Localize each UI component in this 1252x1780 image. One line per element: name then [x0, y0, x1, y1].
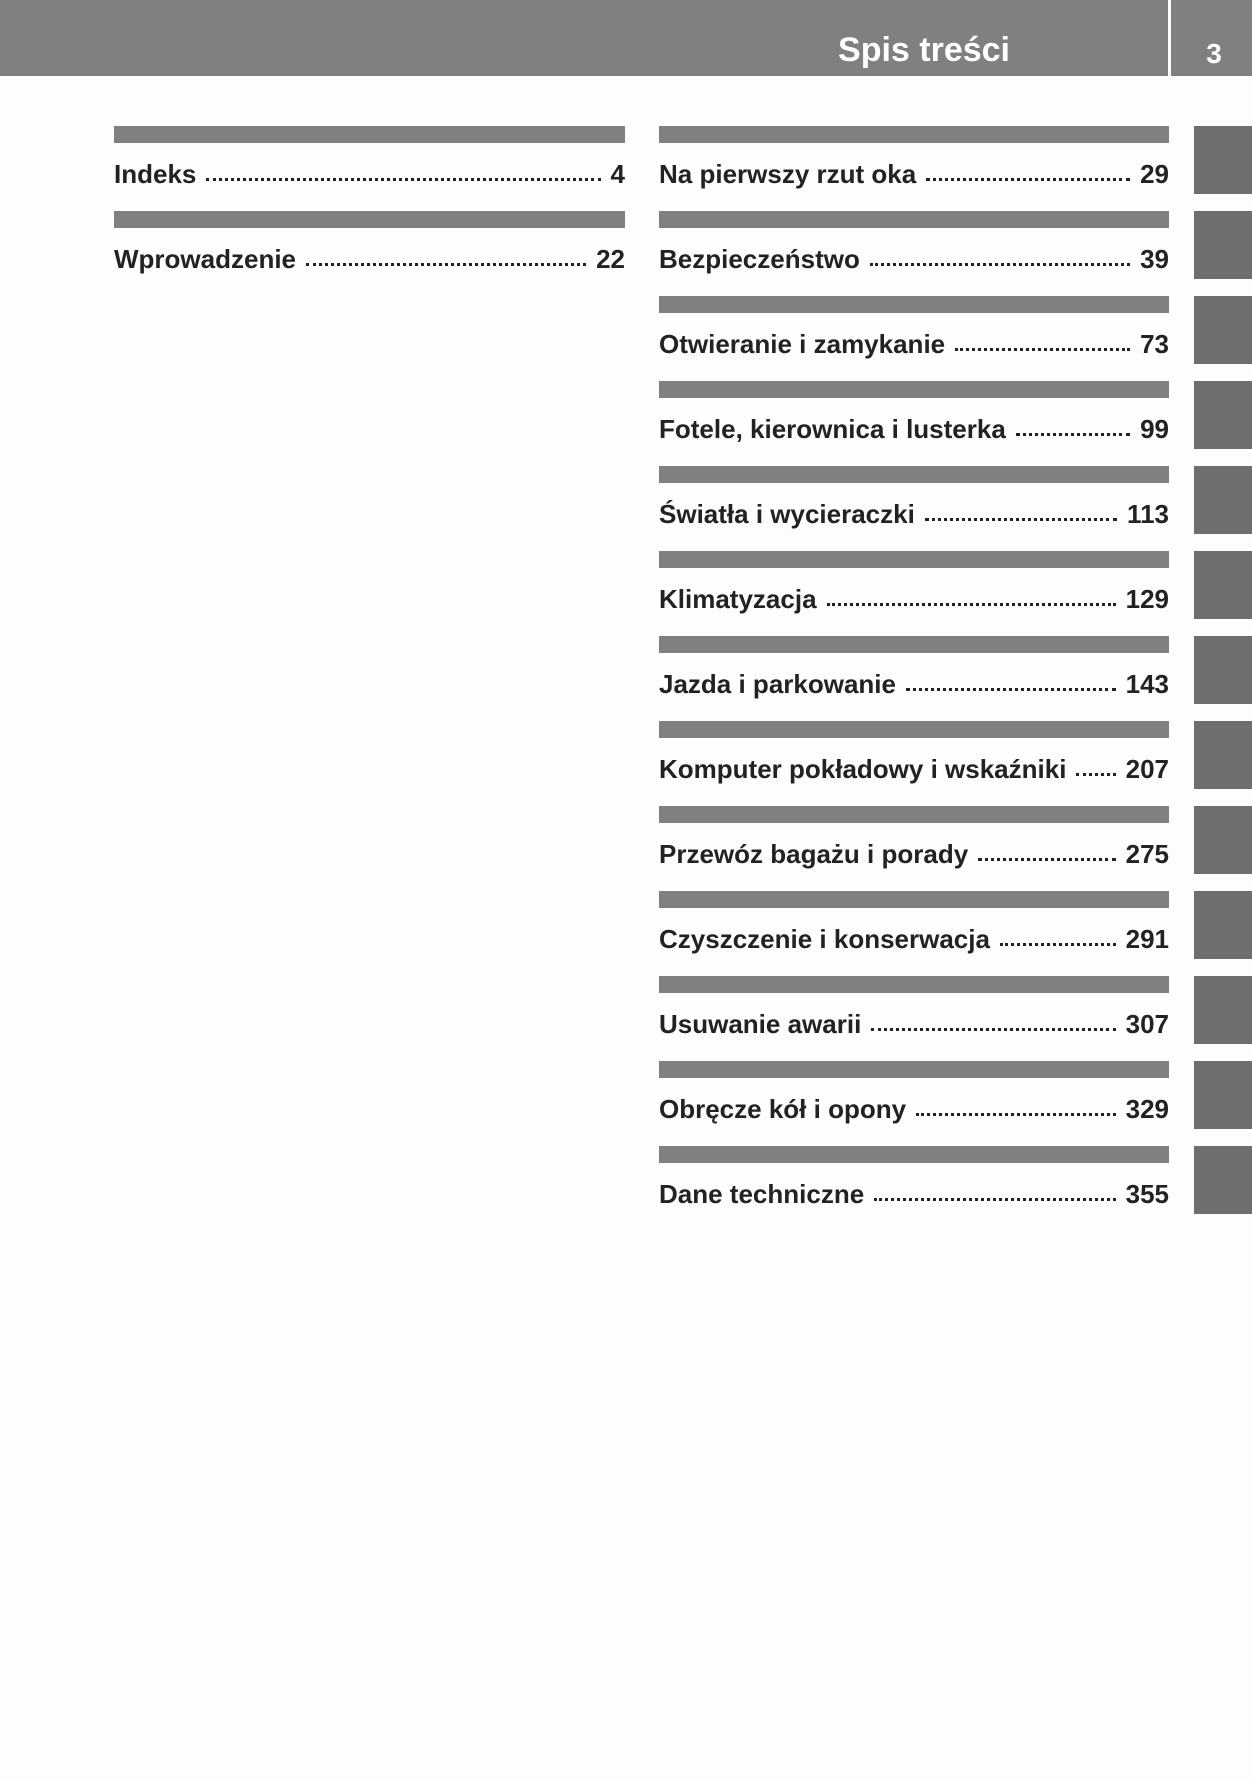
toc-page: 39 [1140, 244, 1169, 274]
toc-page: 113 [1127, 499, 1169, 529]
toc-page: 22 [596, 244, 625, 274]
toc-entry [659, 636, 1169, 721]
toc-entry [659, 551, 1169, 636]
toc-entry [114, 211, 625, 296]
toc-label: Jazda i parkowanie [659, 669, 896, 699]
thumb-tab[interactable] [1194, 891, 1252, 959]
toc-link-bezpieczenstwo[interactable] [659, 239, 1169, 279]
thumb-tab[interactable] [1194, 636, 1252, 704]
thumb-tab[interactable] [1194, 976, 1252, 1044]
toc-page: 355 [1125, 1179, 1169, 1209]
section-bar [659, 466, 1169, 483]
toc-label: Komputer pokładowy i wskaźniki [659, 754, 1067, 784]
toc-label: Światła i wycieraczki [659, 499, 915, 529]
toc-page: 207 [1125, 754, 1169, 784]
section-bar [659, 296, 1169, 313]
header-divider [1168, 0, 1171, 76]
thumb-tab[interactable] [1194, 211, 1252, 279]
toc-link-jazda-i-parkowanie[interactable] [659, 664, 1169, 704]
section-bar [114, 211, 625, 228]
dot-leader [874, 1188, 1115, 1201]
section-bar [659, 721, 1169, 738]
toc-page: 73 [1140, 329, 1169, 359]
section-bar [659, 381, 1169, 398]
toc-entry [659, 126, 1169, 211]
dot-leader [871, 1018, 1115, 1031]
thumb-tab[interactable] [1194, 1146, 1252, 1214]
thumb-tab[interactable] [1194, 806, 1252, 874]
dot-leader [978, 848, 1115, 861]
toc-entry [659, 296, 1169, 381]
toc-entry [659, 1146, 1169, 1231]
toc-label: Na pierwszy rzut oka [659, 159, 917, 189]
thumb-tab[interactable] [1194, 721, 1252, 789]
section-bar [659, 1061, 1169, 1078]
section-bar [659, 211, 1169, 228]
thumb-index-tabs [1194, 126, 1252, 1231]
section-bar [659, 806, 1169, 823]
toc-entry [659, 381, 1169, 466]
toc-page: 99 [1140, 414, 1169, 444]
toc-page: 129 [1125, 584, 1169, 614]
toc-label: Obręcze kół i opony [659, 1094, 907, 1124]
toc-right-column [659, 126, 1169, 1231]
toc-label: Usuwanie awarii [659, 1009, 862, 1039]
thumb-tab[interactable] [1194, 466, 1252, 534]
toc-link-wprowadzenie[interactable] [114, 239, 625, 279]
toc-label: Fotele, kierownica i lusterka [659, 414, 1006, 444]
toc-label: Bezpieczeństwo [659, 244, 860, 274]
toc-link-na-pierwszy-rzut-oka[interactable] [659, 154, 1169, 194]
thumb-tab[interactable] [1194, 296, 1252, 364]
header-title: Spis treści [838, 31, 1010, 69]
dot-leader [906, 678, 1116, 691]
toc-link-obrecze-kol-i-opony[interactable] [659, 1089, 1169, 1129]
toc-page: 275 [1125, 839, 1169, 869]
dot-leader [916, 1103, 1116, 1116]
toc-label: Indeks [114, 159, 197, 189]
toc-entry [659, 211, 1169, 296]
toc-link-przewoz-bagazu-i-porady[interactable] [659, 834, 1169, 874]
toc-page: 29 [1140, 159, 1169, 189]
section-bar [659, 891, 1169, 908]
dot-leader [955, 338, 1130, 351]
thumb-tab[interactable] [1194, 551, 1252, 619]
toc-entry [659, 721, 1169, 806]
toc-entry [659, 806, 1169, 891]
toc-page: 291 [1125, 924, 1169, 954]
toc-link-indeks[interactable] [114, 154, 625, 194]
toc-left-column [114, 126, 625, 296]
toc-link-otwieranie-i-zamykanie[interactable] [659, 324, 1169, 364]
toc-label: Przewóz bagażu i porady [659, 839, 969, 869]
section-bar [659, 551, 1169, 568]
dot-leader [870, 253, 1130, 266]
thumb-tab[interactable] [1194, 381, 1252, 449]
dot-leader [827, 593, 1116, 606]
toc-page: 329 [1125, 1094, 1169, 1124]
toc-page: 4 [610, 159, 625, 189]
dot-leader [926, 168, 1130, 181]
page-number: 3 [1206, 38, 1222, 69]
toc-page: 143 [1125, 669, 1169, 699]
page-header [0, 0, 1252, 76]
thumb-tab[interactable] [1194, 1061, 1252, 1129]
toc-link-czyszczenie-i-konserwacja[interactable] [659, 919, 1169, 959]
toc-entry [659, 1061, 1169, 1146]
dot-leader [306, 253, 586, 266]
toc-entry [659, 891, 1169, 976]
toc-entry [659, 976, 1169, 1061]
toc-page: 307 [1125, 1009, 1169, 1039]
section-bar [659, 976, 1169, 993]
toc-entry [659, 466, 1169, 551]
dot-leader [925, 508, 1117, 521]
toc-label: Klimatyzacja [659, 584, 817, 614]
section-bar [659, 636, 1169, 653]
section-bar [114, 126, 625, 143]
toc-link-fotele-kierownica-i-lusterka[interactable] [659, 409, 1169, 449]
dot-leader [1076, 763, 1115, 776]
toc-link-dane-techniczne[interactable] [659, 1174, 1169, 1214]
toc-link-klimatyzacja[interactable] [659, 579, 1169, 619]
toc-label: Otwieranie i zamykanie [659, 329, 946, 359]
section-bar [659, 126, 1169, 143]
toc-link-komputer-pokladowy-i-wskazniki[interactable] [659, 749, 1169, 789]
toc-label: Czyszczenie i konserwacja [659, 924, 990, 954]
toc-link-usuwanie-awarii[interactable] [659, 1004, 1169, 1044]
section-bar [659, 1146, 1169, 1163]
toc-entry [114, 126, 625, 211]
toc-label: Dane techniczne [659, 1179, 865, 1209]
toc-link-swiatla-i-wycieraczki[interactable] [659, 494, 1169, 534]
toc-label: Wprowadzenie [114, 244, 297, 274]
dot-leader [1016, 423, 1130, 436]
dot-leader [206, 168, 600, 181]
dot-leader [1000, 933, 1116, 946]
thumb-tab[interactable] [1194, 126, 1252, 194]
